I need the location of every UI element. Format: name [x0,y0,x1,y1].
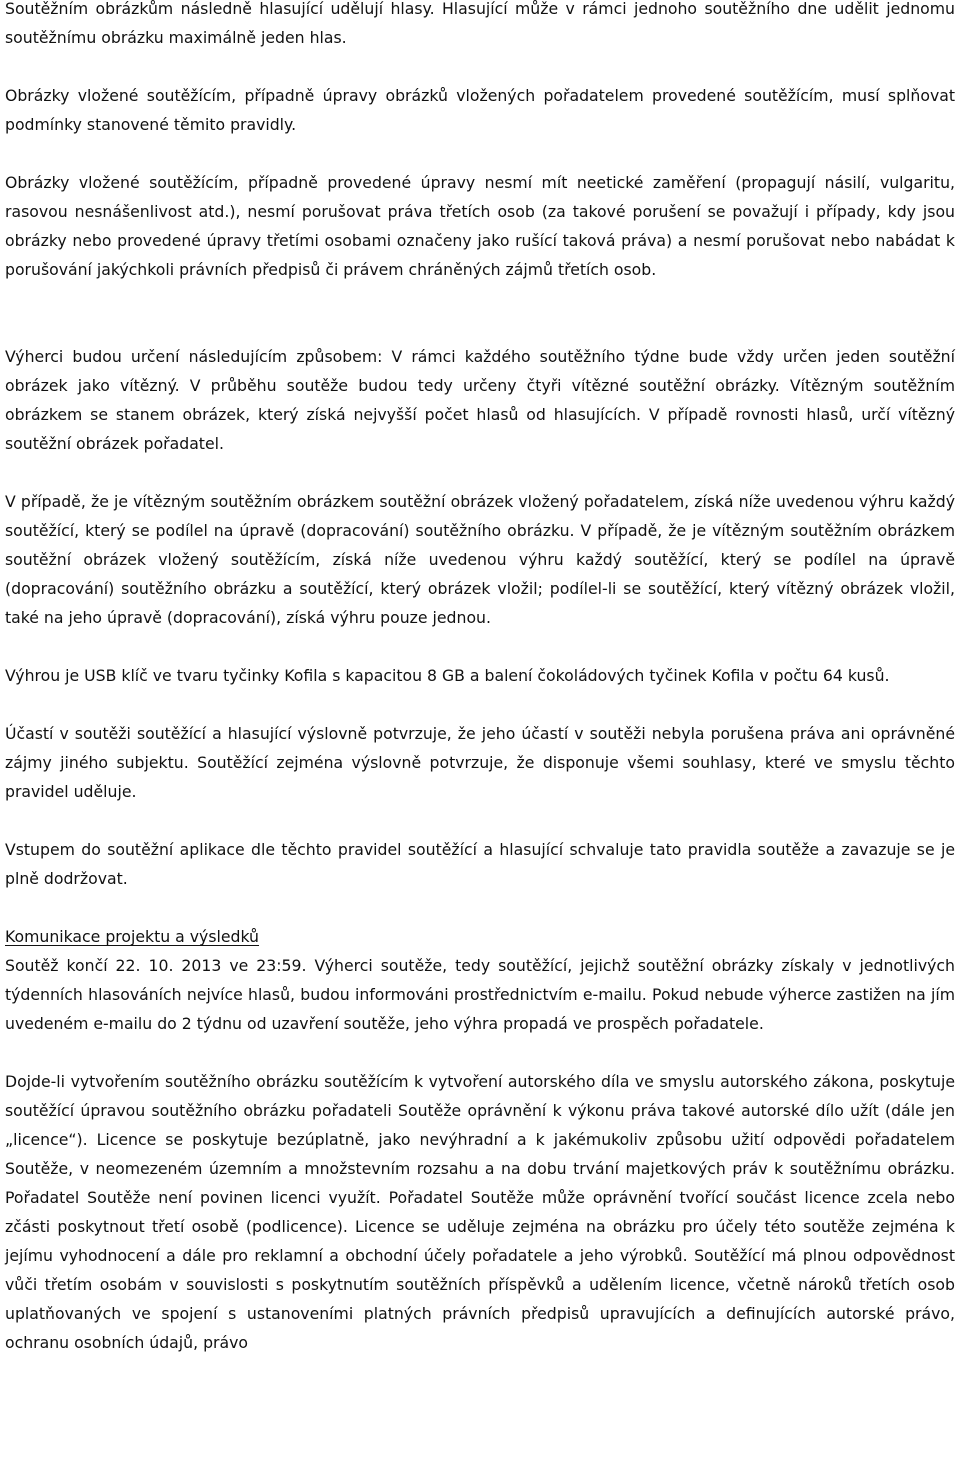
paragraph-image-conditions: Obrázky vložené soutěžícím, případně úpravy obrázků vložených pořadatelem provedené soutěžícím, musí splňovat podmínky stanovené těmito pravidly. [5,86,955,134]
section-heading-communication: Komunikace projektu a výsledků [5,927,260,946]
paragraph-competition-end: Soutěž končí 22. 10. 2013 ve 23:59. Výherci soutěže, tedy soutěžící, jejichž soutěžní obrázky získaly v jednotlivých týdenních hlasováních nejvíce hlasů, budou informováni prostřednictvím e-mailu. Pokud nebude výherce zastižen na jím uvedeném e-mailu do 2 týdnu od uzavření soutěže, jeho výhra propadá ve prospěch pořadatele. [5,956,955,1033]
spacer [5,806,955,835]
spacer [5,458,955,487]
paragraph-participation-confirmation: Účastí v soutěži soutěžící a hlasující výslovně potvrzuje, že jeho účastí v soutěži nebyla porušena práva ani oprávněné zájmy jiného subjektu. Soutěžící zejména výslovně potvrzuje, že disponuje všemi souhlasy, které ve smyslu těchto pravidel uděluje. [5,724,955,801]
paragraph-voting-rules: Soutěžním obrázkům následně hlasující udělují hlasy. Hlasující může v rámci jednoho soutěžního dne udělit jednomu soutěžnímu obrázku maximálně jeden hlas. [5,0,955,47]
spacer [5,52,955,81]
spacer [5,1038,955,1067]
paragraph-prize-eligibility: V případě, že je vítězným soutěžním obrázkem soutěžní obrázek vložený pořadatelem, získá níže uvedenou výhru každý soutěžící, který se podílel na úpravě (dopracování) soutěžního obrázku. V případě, že je vítězným soutěžním obrázkem soutěžní obrázek vložený soutěžícím, získá níže uvedenou výhru každý soutěžící, který se podílel na úpravě (dopracování) soutěžního obrázku a soutěžící, který obrázek vložil; podílel-li se soutěžící, který vítězný obrázek vložil, také na jeho úpravě (dopracování), získá výhru pouze jednou. [5,492,955,627]
paragraph-rules-acceptance: Vstupem do soutěžní aplikace dle těchto pravidel soutěžící a hlasující schvaluje tato pravidla soutěže a zavazuje se je plně dodržovat. [5,840,955,888]
document-page [5,0,955,1357]
paragraph-license: Dojde-li vytvořením soutěžního obrázku soutěžícím k vytvoření autorského díla ve smyslu autorského zákona, poskytuje soutěžící úpravou soutěžního obrázku pořadateli Soutěže oprávnění k výkonu práva takové autorské dílo užít (dále jen „licence“). Licence se poskytuje bezúplatně, jako nevýhradní a k jakémukoliv způsobu užití odpovědi pořadatelem Soutěže, v neomezeném územním a množstevním rozsahu a na dobu trvání majetkových práv k soutěžnímu obrázku. Pořadatel Soutěže není povinen licenci využít. Pořadatel Soutěže může oprávnění tvořící součást licence zcela nebo zčásti poskytnout třetí osobě (podlicence). Licence se uděluje zejména na obrázku pro účely této soutěže zejména k jejímu vyhodnocení a dále pro reklamní a obchodní účely pořadatele a jeho výrobků. Soutěžící má plnou odpovědnost vůči třetím osobám v souvislosti s poskytnutím soutěžních příspěvků a udělením licence, včetně nároků třetích osob uplatňovaných ve spojení s ustanoveními platných právních předpisů upravujících a definujících autorské právo, ochranu osobních údajů, právo [5,1072,955,1352]
paragraph-winner-selection: Výherci budou určení následujícím způsobem: V rámci každého soutěžního týdne bude vždy určen jeden soutěžní obrázek jako vítězný. V průběhu soutěže budou tedy určeny čtyři vítězné soutěžní obrázky. Vítězným soutěžním obrázkem se stanem obrázek, který získá nejvyšší počet hlasů od hlasujících. V případě rovnosti hlasů, určí vítězný soutěžní obrázek pořadatel. [5,347,955,453]
paragraph-prize-description: Výhrou je USB klíč ve tvaru tyčinky Kofila s kapacitou 8 GB a balení čokoládových tyčinek Kofila v počtu 64 kusů. [5,666,890,685]
spacer [5,139,955,168]
paragraph-ethical-content: Obrázky vložené soutěžícím, případně provedené úpravy nesmí mít neetické zaměření (propagují násilí, vulgaritu, rasovou nesnášenlivost atd.), nesmí porušovat práva třetích osob (za takové porušení se považují i případy, kdy jsou obrázky nebo provedené úpravy třetími osobami označeny jako rušící taková práva) a nesmí porušovat nebo nabádat k porušování jakýchkoli právních předpisů či právem chráněných zájmů třetích osob. [5,173,955,279]
spacer [5,893,955,922]
spacer [5,284,955,342]
spacer [5,632,955,661]
spacer [5,690,955,719]
